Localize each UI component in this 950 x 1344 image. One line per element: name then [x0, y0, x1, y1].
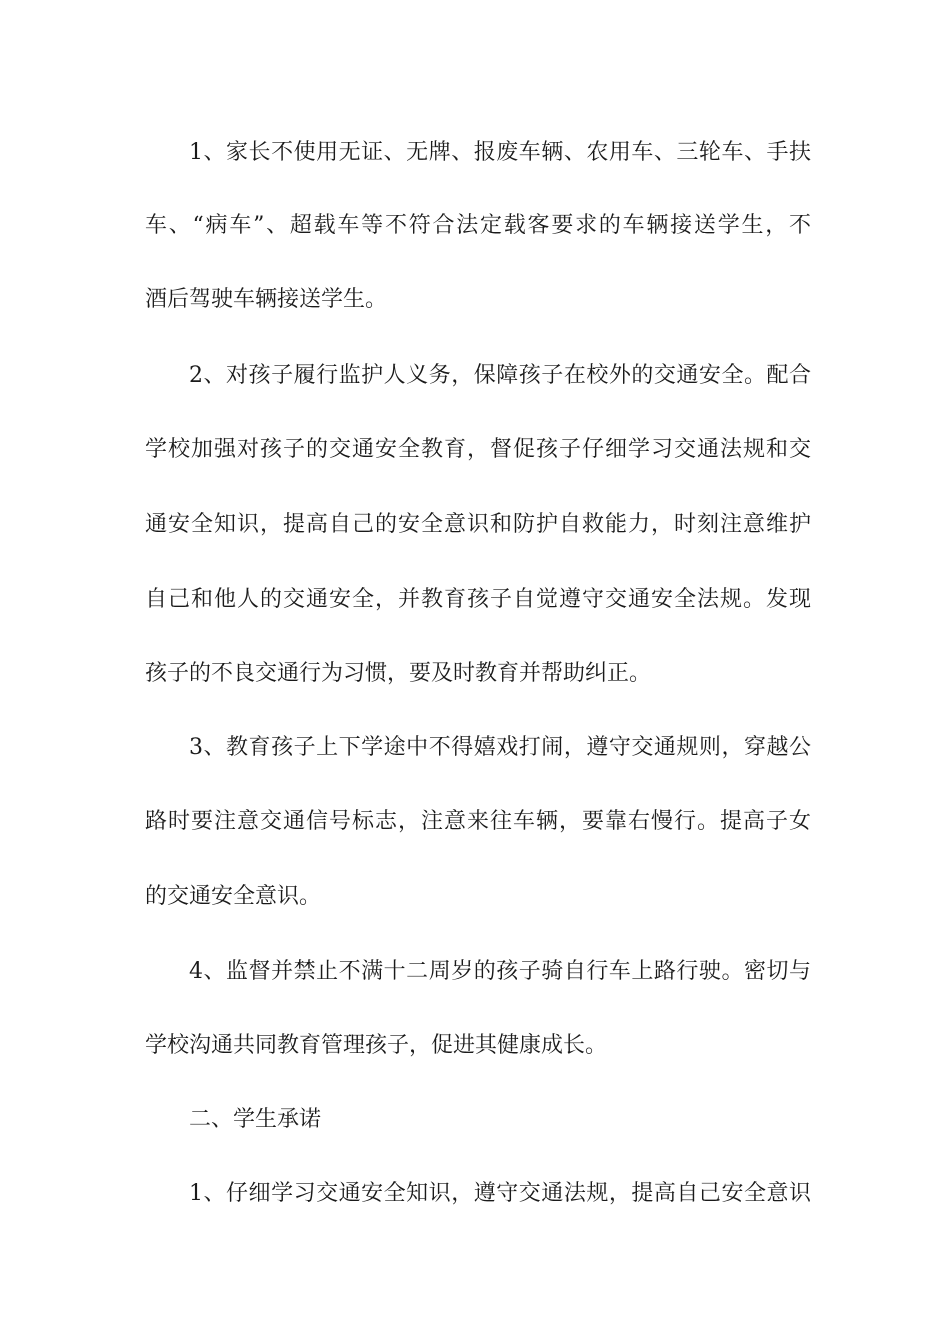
text-line: 的交通安全意识。 — [145, 884, 322, 909]
text-line: 路时要注意交通信号标志，注意来往车辆，要靠右慢行。提高子女 — [145, 809, 811, 834]
text-line: 2、对孩子履行监护人义务，保障孩子在校外的交通安全。配合 — [189, 363, 811, 388]
text-line: 通安全知识，提高自己的安全意识和防护自救能力，时刻注意维护 — [145, 512, 811, 537]
text-line: 自己和他人的交通安全，并教育孩子自觉遵守交通安全法规。发现 — [145, 587, 811, 612]
text-line: 3、教育孩子上下学途中不得嬉戏打闹，遵守交通规则，穿越公 — [189, 735, 811, 760]
text-line: 孩子的不良交通行为习惯，要及时教育并帮助纠正。 — [145, 661, 652, 686]
text-line: 酒后驾驶车辆接送学生。 — [145, 287, 388, 312]
text-line: 1、家长不使用无证、无牌、报废车辆、农用车、三轮车、手扶 — [189, 140, 811, 165]
section-heading: 二、学生承诺 — [189, 1107, 322, 1132]
text-line: 学校沟通共同教育管理孩子，促进其健康成长。 — [145, 1033, 608, 1058]
text-line: 1、仔细学习交通安全知识，遵守交通法规，提高自己安全意识 — [189, 1181, 811, 1206]
text-line: 车、“病车”、超载车等不符合法定载客要求的车辆接送学生，不 — [145, 213, 811, 238]
text-line: 4、监督并禁止不满十二周岁的孩子骑自行车上路行驶。密切与 — [189, 959, 811, 984]
text-line: 学校加强对孩子的交通安全教育，督促孩子仔细学习交通法规和交 — [145, 437, 811, 462]
